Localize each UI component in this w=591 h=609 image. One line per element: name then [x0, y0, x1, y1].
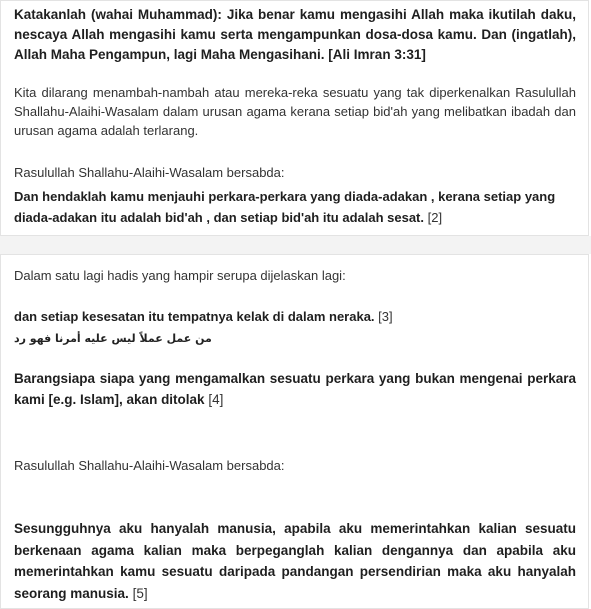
hadith-quote-2-text: dan setiap kesesatan itu tempatnya kelak di dalam neraka.: [14, 309, 375, 324]
reference-2: [2]: [427, 210, 443, 225]
quran-quote: Katakanlah (wahai Muhammad): Jika benar kamu mengasihi Allah maka ikutilah daku, nescaya Allah mengasihi kamu serta mengampunkan dosa-dosa kamu. Dan (ingatlah), Allah Maha Pengampun, lagi Maha Mengasihani. [Ali Imran 3:31]: [14, 7, 576, 62]
quote-card-bottom: [0, 254, 589, 609]
reference-5: [5]: [132, 585, 148, 601]
reference-3: [3]: [378, 309, 393, 324]
hadith-intro-3: Rasulullah Shallahu-Alaihi-Wasalam bersabda:: [14, 458, 285, 473]
hadith-quote-3: [14, 368, 576, 410]
hadith-quote-1-text: Dan hendaklah kamu menjauhi perkara-perkara yang diada-adakan , kerana setiap yang diada-adakan itu adalah bid'ah , dan setiap bid'ah itu adalah sesat.: [14, 189, 556, 225]
section-divider: [0, 236, 591, 254]
arabic-line: [14, 329, 576, 348]
hadith-quote-2: [14, 307, 576, 326]
hadith-intro-1: Rasulullah Shallahu-Alaihi-Wasalam bersabda:: [14, 165, 285, 180]
hadith-intro-2: Dalam satu lagi hadis yang hampir serupa dijelaskan lagi:: [14, 268, 346, 283]
hadith-quote-4: [14, 518, 576, 604]
hadith-quote-1: [14, 186, 576, 228]
hadith-quote-4-text: Sesungguhnya aku hanyalah manusia, apabila aku memerintahkan kalian sesuatu berkenaan agama kalian maka berpeganglah kalian dengannya dan apabila aku memerintahkan kamu sesuatu daripada pandangan persendirian maka aku hanyalah seorang manusia.: [14, 521, 576, 601]
reference-4: [4]: [208, 392, 224, 407]
arabic-hadith: من عمل عملاً ليس عليه أمرنا فهو رد: [14, 332, 212, 345]
hadith-quote-3-text: Barangsiapa siapa yang mengamalkan sesuatu perkara yang bukan mengenai perkara kami [e.g. Islam], akan ditolak: [14, 371, 576, 407]
bidah-paragraph: Kita dilarang menambah-nambah atau mereka-reka sesuatu yang tak diperkenalkan Rasulullah Shallahu-Alaihi-Wasalam dalam urusan agama kerana setiap bid'ah yang melibatkan ibadah dan urusan agama adalah terlarang.: [14, 85, 576, 138]
quote-card-top: [0, 0, 589, 236]
